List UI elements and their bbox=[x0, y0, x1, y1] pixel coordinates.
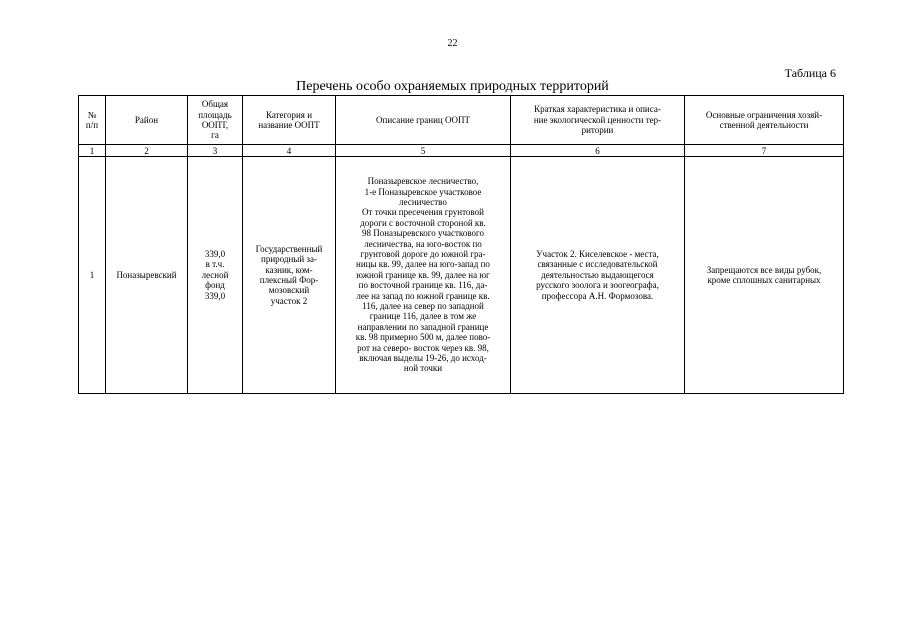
table-cell-1 bbox=[79, 157, 106, 394]
cell-line: Поназыревский bbox=[116, 269, 177, 280]
cell-line: кроме сплошных санитарных bbox=[707, 275, 821, 285]
cell-line: Поназыревское лесничество, bbox=[367, 176, 479, 187]
cell-line: 98 Поназыревского участкового bbox=[361, 228, 484, 239]
table-cell-2 bbox=[106, 157, 188, 394]
header-cell-3 bbox=[188, 96, 243, 145]
cell-line: профессора А.Н. Формозова. bbox=[541, 290, 654, 301]
cell-line: 339,0 bbox=[204, 248, 226, 259]
cell-line: Общая bbox=[201, 99, 229, 110]
cell-line: казник, ком- bbox=[265, 264, 313, 275]
cell-line: ритории bbox=[581, 125, 614, 136]
cell-line: Основные ограничения хозяй- bbox=[705, 109, 823, 120]
cell-line: ницы кв. 99, далее на юго-запад по bbox=[356, 259, 490, 270]
protected-areas-table bbox=[78, 95, 844, 394]
cell-line: лее на запад по южной границе кв. bbox=[356, 290, 490, 301]
cell-line: От точки пресечения грунтовой bbox=[362, 207, 484, 218]
cell-line: 1 bbox=[89, 269, 95, 280]
cell-line: дороги с восточной стороной кв. bbox=[360, 217, 486, 228]
column-number-cell: 7 bbox=[685, 145, 844, 157]
cell-line: включая выделы 19-26, до исход- bbox=[359, 353, 487, 364]
cell-line: ной точки bbox=[403, 363, 443, 374]
cell-line: Категория и bbox=[265, 109, 313, 120]
column-number-cell: 4 bbox=[243, 145, 336, 157]
cell-line: Краткая характеристика и описа- bbox=[534, 104, 661, 115]
cell-line: грунтовой дороге до южной гра- bbox=[360, 248, 486, 259]
cell-line: деятельностью выдающегося bbox=[541, 269, 654, 280]
cell-line: связанные с исследовательской bbox=[537, 259, 658, 270]
cell-line: п/п bbox=[85, 120, 99, 130]
page-title: Перечень особо охраняемых природных территорий bbox=[296, 79, 609, 94]
table-cell-7 bbox=[685, 157, 844, 394]
table-cell-4 bbox=[243, 157, 336, 394]
cell-line: фонд bbox=[205, 280, 225, 291]
cell-line: русского зоолога и зоогеографа, bbox=[536, 280, 659, 291]
cell-line: ние экологической ценности тер- bbox=[533, 114, 662, 125]
table-cell-3 bbox=[188, 157, 243, 394]
header-cell-4 bbox=[243, 96, 336, 145]
cell-line: площадь bbox=[198, 109, 232, 120]
cell-line: лесничество bbox=[399, 196, 447, 207]
cell-line: ственной деятельности bbox=[719, 120, 809, 130]
cell-line: по восточной границе кв. 116, да- bbox=[358, 280, 488, 291]
cell-line: Государственный bbox=[255, 243, 323, 254]
cell-line: 1-е Поназыревское участковое bbox=[364, 186, 482, 197]
cell-line: в т.ч. bbox=[205, 259, 225, 270]
cell-line: рот на северо- восток через кв. 98, bbox=[357, 342, 489, 353]
cell-line: Участок 2. Киселевское - места, bbox=[536, 248, 659, 259]
table-header-row bbox=[79, 96, 844, 145]
cell-line: Район bbox=[134, 114, 159, 125]
cell-line: 339,0 bbox=[204, 290, 226, 301]
table-label: Таблица 6 bbox=[784, 66, 836, 80]
cell-line: га bbox=[211, 130, 219, 141]
table-row bbox=[79, 157, 844, 394]
cell-line: границе 116, далее в том же bbox=[369, 311, 477, 322]
cell-line: участок 2 bbox=[270, 295, 308, 306]
cell-line: кв. 98 примерно 500 м, далее пово- bbox=[355, 332, 491, 343]
cell-line: мозовский bbox=[268, 285, 310, 296]
table-cell-6 bbox=[511, 157, 685, 394]
header-cell-5 bbox=[336, 96, 511, 145]
column-number-cell: 3 bbox=[188, 145, 243, 157]
header-cell-6 bbox=[511, 96, 685, 145]
header-cell-1 bbox=[79, 96, 106, 145]
cell-line: плексный Фор- bbox=[259, 275, 319, 285]
cell-line: название ООПТ bbox=[258, 120, 320, 130]
table-numbering-row bbox=[79, 145, 844, 157]
cell-line: южной границе кв. 99, далее на юг bbox=[356, 269, 490, 280]
cell-line: лесничества, на юго-восток по bbox=[364, 238, 482, 249]
column-number-cell: 5 bbox=[336, 145, 511, 157]
cell-line: 116, далее на север по западной bbox=[362, 301, 484, 312]
column-number-cell: 1 bbox=[79, 145, 106, 157]
cell-line: Описание границ ООПТ bbox=[376, 114, 470, 125]
cell-line: направлении по западной границе bbox=[357, 321, 489, 332]
cell-line: № bbox=[87, 109, 97, 120]
header-cell-7 bbox=[685, 96, 844, 145]
page-number: 22 bbox=[447, 38, 458, 49]
cell-line: лесной bbox=[201, 269, 229, 280]
header-cell-2 bbox=[106, 96, 188, 145]
column-number-cell: 2 bbox=[106, 145, 188, 157]
column-number-cell: 6 bbox=[511, 145, 685, 157]
cell-line: ООПТ, bbox=[201, 120, 229, 130]
cell-line: Запрещаются все виды рубок, bbox=[706, 264, 822, 275]
cell-line: природный за- bbox=[261, 254, 317, 265]
table-cell-5 bbox=[336, 157, 511, 394]
